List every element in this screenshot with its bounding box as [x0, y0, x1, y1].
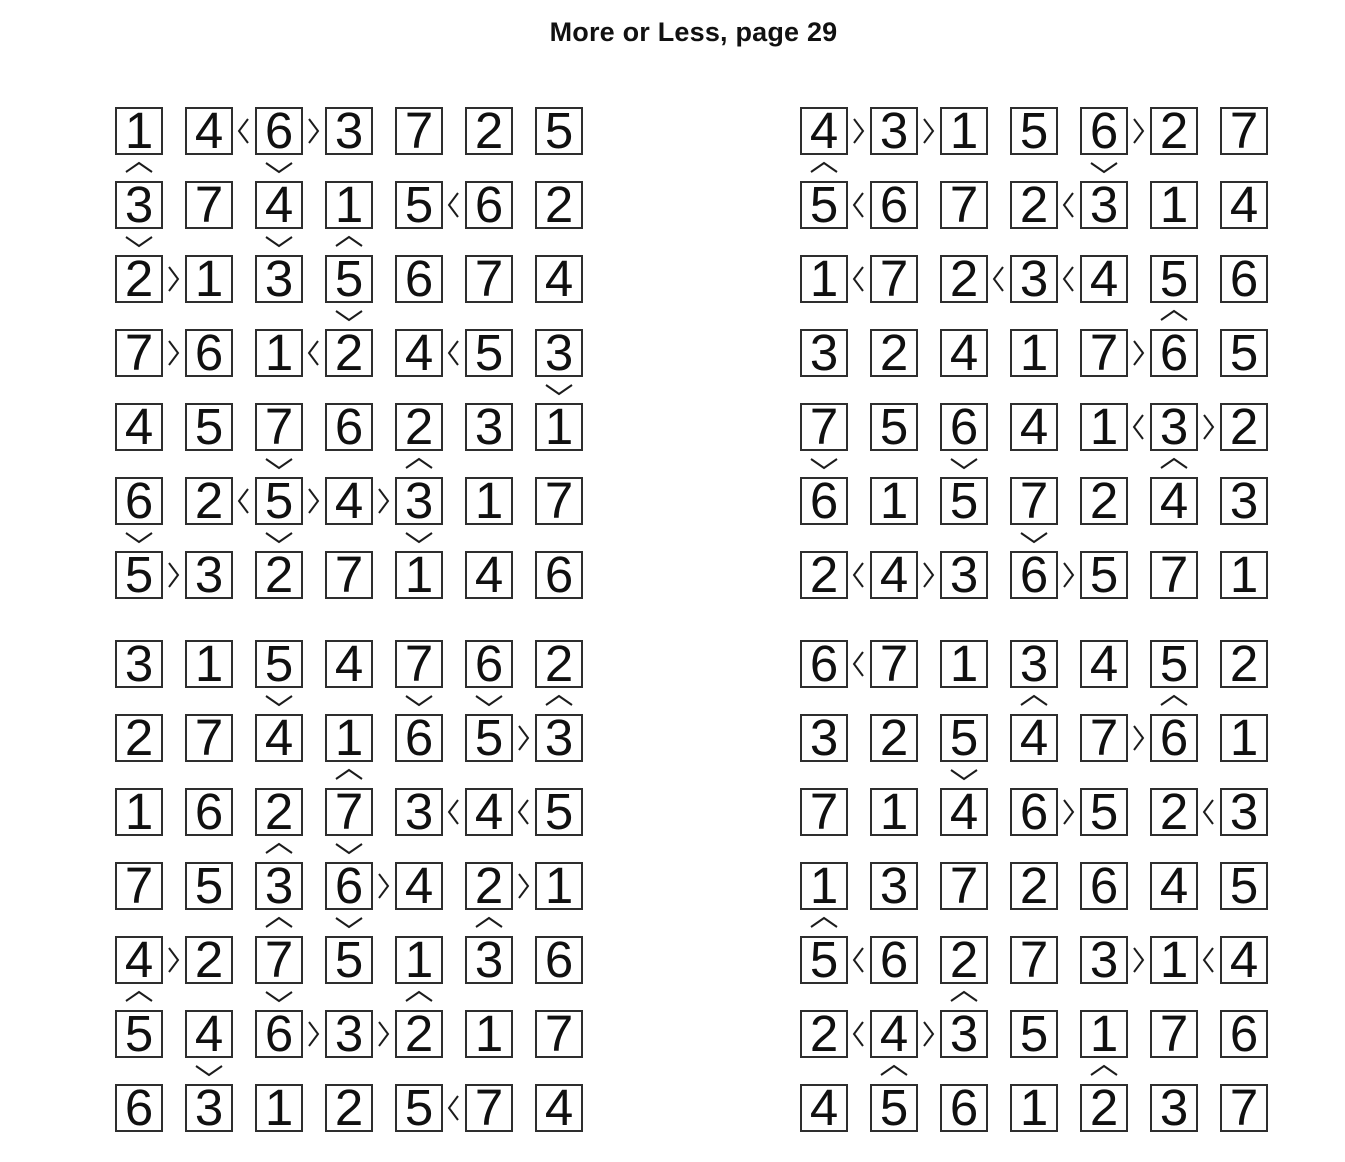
caret-up-icon	[809, 161, 839, 174]
less-than-icon	[1202, 946, 1215, 974]
greater-than-icon	[1132, 117, 1145, 145]
puzzle-cell: 6	[800, 640, 848, 688]
puzzle-cell: 3	[255, 862, 303, 910]
puzzle-cell: 5	[1220, 862, 1268, 910]
puzzle-cell: 3	[1150, 403, 1198, 451]
puzzle-cell: 5	[325, 255, 373, 303]
less-than-icon	[447, 798, 460, 826]
puzzle-cell: 1	[115, 788, 163, 836]
puzzle-cell: 6	[535, 551, 583, 599]
puzzle-cell: 3	[535, 329, 583, 377]
puzzle-cell: 1	[325, 714, 373, 762]
puzzle-cell: 2	[870, 714, 918, 762]
puzzle-cell: 4	[1220, 936, 1268, 984]
puzzle-cell: 4	[115, 936, 163, 984]
puzzle-cell: 6	[1220, 1010, 1268, 1058]
puzzle-cell: 6	[395, 714, 443, 762]
puzzle-cell: 4	[1080, 255, 1128, 303]
puzzle-cell: 1	[325, 181, 373, 229]
greater-than-icon	[852, 117, 865, 145]
puzzle-cell: 7	[940, 181, 988, 229]
puzzle-cell: 1	[1080, 1010, 1128, 1058]
page-title: More or Less, page 29	[549, 17, 838, 47]
puzzle-cell: 5	[255, 640, 303, 688]
puzzle-cell: 4	[535, 1084, 583, 1132]
caret-up-icon	[809, 916, 839, 929]
caret-up-icon	[264, 916, 294, 929]
puzzle-cell: 4	[535, 255, 583, 303]
puzzle-cell: 2	[870, 329, 918, 377]
puzzle-cell: 1	[395, 936, 443, 984]
greater-than-icon	[167, 561, 180, 589]
caret-down-icon	[1089, 161, 1119, 174]
puzzle-cell: 3	[395, 788, 443, 836]
puzzle-cell: 2	[255, 788, 303, 836]
puzzle-cell: 3	[395, 477, 443, 525]
greater-than-icon	[1132, 724, 1145, 752]
puzzle-cell: 2	[1220, 640, 1268, 688]
puzzle-cell: 6	[185, 329, 233, 377]
puzzle-cell: 1	[1150, 936, 1198, 984]
caret-up-icon	[404, 990, 434, 1003]
puzzle-cell: 7	[1220, 1084, 1268, 1132]
puzzle-cell: 6	[395, 255, 443, 303]
puzzle-cell: 5	[800, 936, 848, 984]
greater-than-icon	[167, 339, 180, 367]
puzzle-cell: 7	[465, 1084, 513, 1132]
puzzle-cell: 5	[465, 714, 513, 762]
caret-down-icon	[124, 235, 154, 248]
puzzle-cell: 5	[115, 551, 163, 599]
puzzle-cell: 7	[395, 107, 443, 155]
puzzle-cell: 4	[800, 107, 848, 155]
greater-than-icon	[922, 117, 935, 145]
caret-down-icon	[949, 457, 979, 470]
puzzle-cell: 2	[1150, 788, 1198, 836]
puzzle-cell: 5	[535, 107, 583, 155]
puzzle-cell: 4	[395, 862, 443, 910]
puzzle-cell: 4	[395, 329, 443, 377]
less-than-icon	[1062, 265, 1075, 293]
puzzle-cell: 5	[465, 329, 513, 377]
puzzle-cell: 2	[940, 255, 988, 303]
puzzle-cell: 2	[115, 255, 163, 303]
puzzle-cell: 5	[115, 1010, 163, 1058]
caret-down-icon	[124, 531, 154, 544]
greater-than-icon	[167, 946, 180, 974]
greater-than-icon	[922, 561, 935, 589]
puzzle-cell: 6	[940, 1084, 988, 1132]
puzzle-cell: 7	[395, 640, 443, 688]
greater-than-icon	[1202, 413, 1215, 441]
puzzle-cell: 1	[1150, 181, 1198, 229]
puzzle-cell: 7	[535, 477, 583, 525]
caret-up-icon	[264, 842, 294, 855]
puzzle-cell: 6	[115, 1084, 163, 1132]
caret-down-icon	[264, 457, 294, 470]
puzzle-cell: 2	[185, 477, 233, 525]
caret-down-icon	[404, 694, 434, 707]
puzzle-cell: 3	[1220, 788, 1268, 836]
puzzle-cell: 3	[1220, 477, 1268, 525]
puzzle-cell: 2	[325, 329, 373, 377]
puzzle-cell: 6	[115, 477, 163, 525]
puzzle-cell: 6	[255, 107, 303, 155]
less-than-icon	[447, 191, 460, 219]
puzzle-cell: 2	[115, 714, 163, 762]
less-than-icon	[852, 650, 865, 678]
greater-than-icon	[377, 487, 390, 515]
puzzle-cell: 7	[1080, 714, 1128, 762]
puzzle-cell: 7	[325, 551, 373, 599]
puzzle-cell: 4	[185, 107, 233, 155]
puzzle-cell: 3	[325, 107, 373, 155]
puzzle-cell: 6	[1220, 255, 1268, 303]
caret-down-icon	[474, 694, 504, 707]
puzzle-cell: 4	[325, 477, 373, 525]
greater-than-icon	[1132, 339, 1145, 367]
puzzle-cell: 4	[1220, 181, 1268, 229]
less-than-icon	[447, 339, 460, 367]
puzzle-cell: 5	[185, 862, 233, 910]
puzzle-cell: 7	[800, 403, 848, 451]
puzzle-grid-bottom-left	[115, 634, 583, 1136]
caret-up-icon	[1159, 694, 1189, 707]
puzzle-cell: 3	[535, 714, 583, 762]
puzzle-cell: 7	[185, 181, 233, 229]
puzzle-cell: 6	[535, 936, 583, 984]
puzzle-cell: 7	[255, 403, 303, 451]
puzzle-cell: 4	[1150, 862, 1198, 910]
less-than-icon	[237, 117, 250, 145]
puzzle-cell: 5	[325, 936, 373, 984]
puzzle-cell: 1	[1010, 329, 1058, 377]
puzzle-cell: 7	[325, 788, 373, 836]
puzzle-cell: 6	[870, 181, 918, 229]
less-than-icon	[1062, 191, 1075, 219]
puzzle-cell: 3	[1080, 181, 1128, 229]
puzzle-cell: 4	[1080, 640, 1128, 688]
puzzle-cell: 5	[1220, 329, 1268, 377]
caret-down-icon	[334, 842, 364, 855]
caret-down-icon	[544, 383, 574, 396]
puzzle-cell: 2	[535, 640, 583, 688]
puzzle-cell: 4	[870, 551, 918, 599]
puzzle-cell: 4	[115, 403, 163, 451]
puzzle-cell: 3	[465, 936, 513, 984]
puzzle-cell: 6	[325, 403, 373, 451]
puzzle-cell: 1	[800, 255, 848, 303]
puzzle-grid-top-right	[800, 101, 1268, 603]
greater-than-icon	[922, 1020, 935, 1048]
puzzle-cell: 7	[1150, 1010, 1198, 1058]
caret-down-icon	[334, 916, 364, 929]
puzzle-cell: 2	[800, 551, 848, 599]
puzzle-cell: 3	[185, 1084, 233, 1132]
puzzle-cell: 5	[185, 403, 233, 451]
greater-than-icon	[167, 265, 180, 293]
puzzle-cell: 2	[535, 181, 583, 229]
puzzle-cell: 3	[1150, 1084, 1198, 1132]
puzzle-cell: 7	[185, 714, 233, 762]
caret-down-icon	[264, 531, 294, 544]
less-than-icon	[852, 1020, 865, 1048]
less-than-icon	[852, 561, 865, 589]
caret-down-icon	[809, 457, 839, 470]
puzzle-grid-bottom-right	[800, 634, 1268, 1136]
puzzle-cell: 7	[1010, 477, 1058, 525]
puzzle-cell: 4	[800, 1084, 848, 1132]
caret-up-icon	[1019, 694, 1049, 707]
puzzle-cell: 2	[1080, 1084, 1128, 1132]
puzzle-cell: 5	[535, 788, 583, 836]
greater-than-icon	[517, 872, 530, 900]
less-than-icon	[1202, 798, 1215, 826]
caret-up-icon	[474, 916, 504, 929]
puzzle-cell: 5	[870, 1084, 918, 1132]
puzzle-cell: 4	[940, 329, 988, 377]
caret-up-icon	[1159, 309, 1189, 322]
puzzle-cell: 1	[535, 862, 583, 910]
puzzle-cell: 7	[115, 862, 163, 910]
puzzle-cell: 4	[325, 640, 373, 688]
puzzle-cell: 1	[535, 403, 583, 451]
puzzle-cell: 1	[940, 640, 988, 688]
puzzle-cell: 1	[1010, 1084, 1058, 1132]
puzzle-cell: 7	[465, 255, 513, 303]
caret-up-icon	[404, 457, 434, 470]
puzzle-cell: 1	[185, 255, 233, 303]
puzzle-cell: 6	[1150, 714, 1198, 762]
puzzle-cell: 7	[1150, 551, 1198, 599]
puzzle-cell: 1	[185, 640, 233, 688]
greater-than-icon	[307, 117, 320, 145]
puzzle-cell: 7	[870, 255, 918, 303]
puzzle-cell: 4	[870, 1010, 918, 1058]
puzzle-cell: 3	[185, 551, 233, 599]
puzzle-cell: 7	[535, 1010, 583, 1058]
less-than-icon	[237, 487, 250, 515]
puzzle-cell: 1	[465, 477, 513, 525]
caret-down-icon	[264, 235, 294, 248]
puzzle-cell: 1	[255, 329, 303, 377]
caret-down-icon	[264, 694, 294, 707]
puzzle-grid-top-left	[115, 101, 583, 603]
puzzle-cell: 2	[395, 1010, 443, 1058]
puzzle-cell: 7	[1220, 107, 1268, 155]
puzzle-cell: 2	[940, 936, 988, 984]
caret-up-icon	[334, 768, 364, 781]
puzzle-cell: 3	[940, 551, 988, 599]
puzzle-cell: 2	[800, 1010, 848, 1058]
less-than-icon	[852, 265, 865, 293]
puzzle-cell: 2	[1150, 107, 1198, 155]
puzzle-cell: 3	[1080, 936, 1128, 984]
puzzle-cell: 7	[255, 936, 303, 984]
puzzle-cell: 1	[1080, 403, 1128, 451]
puzzle-cell: 2	[465, 107, 513, 155]
puzzle-cell: 6	[1010, 788, 1058, 836]
greater-than-icon	[377, 1020, 390, 1048]
puzzle-cell: 5	[940, 477, 988, 525]
greater-than-icon	[517, 724, 530, 752]
puzzle-cell: 4	[255, 181, 303, 229]
puzzle-cell: 6	[465, 181, 513, 229]
puzzle-cell: 2	[185, 936, 233, 984]
puzzle-cell: 7	[940, 862, 988, 910]
caret-down-icon	[264, 161, 294, 174]
puzzle-cell: 5	[940, 714, 988, 762]
puzzle-cell: 6	[870, 936, 918, 984]
puzzle-cell: 4	[1150, 477, 1198, 525]
puzzle-cell: 2	[1220, 403, 1268, 451]
puzzle-cell: 1	[870, 788, 918, 836]
puzzle-cell: 3	[115, 640, 163, 688]
puzzle-cell: 4	[465, 788, 513, 836]
caret-down-icon	[1019, 531, 1049, 544]
puzzle-cell: 5	[1080, 788, 1128, 836]
puzzle-cell: 2	[1080, 477, 1128, 525]
puzzle-cell: 3	[255, 255, 303, 303]
puzzle-cell: 6	[1080, 107, 1128, 155]
puzzle-cell: 2	[325, 1084, 373, 1132]
puzzle-cell: 2	[1010, 181, 1058, 229]
less-than-icon	[447, 1094, 460, 1122]
puzzle-cell: 1	[255, 1084, 303, 1132]
puzzle-cell: 7	[1010, 936, 1058, 984]
puzzle-cell: 5	[1150, 640, 1198, 688]
puzzle-cell: 4	[185, 1010, 233, 1058]
puzzle-cell: 6	[800, 477, 848, 525]
puzzle-cell: 2	[1010, 862, 1058, 910]
caret-up-icon	[124, 990, 154, 1003]
less-than-icon	[517, 798, 530, 826]
less-than-icon	[852, 191, 865, 219]
caret-up-icon	[544, 694, 574, 707]
caret-up-icon	[1159, 457, 1189, 470]
puzzle-cell: 3	[800, 329, 848, 377]
puzzle-cell: 6	[1080, 862, 1128, 910]
caret-up-icon	[334, 235, 364, 248]
greater-than-icon	[307, 487, 320, 515]
greater-than-icon	[307, 1020, 320, 1048]
puzzle-cell: 1	[800, 862, 848, 910]
greater-than-icon	[1132, 946, 1145, 974]
puzzle-cell: 4	[465, 551, 513, 599]
caret-down-icon	[334, 309, 364, 322]
caret-up-icon	[1089, 1064, 1119, 1077]
puzzle-cell: 1	[395, 551, 443, 599]
puzzle-cell: 4	[1010, 714, 1058, 762]
puzzle-cell: 6	[325, 862, 373, 910]
puzzle-cell: 5	[395, 181, 443, 229]
puzzle-cell: 7	[1080, 329, 1128, 377]
puzzle-cell: 3	[870, 862, 918, 910]
puzzle-cell: 5	[1080, 551, 1128, 599]
puzzle-cell: 5	[1150, 255, 1198, 303]
puzzle-cell: 6	[185, 788, 233, 836]
less-than-icon	[992, 265, 1005, 293]
puzzle-cell: 1	[1220, 714, 1268, 762]
puzzle-cell: 7	[800, 788, 848, 836]
puzzle-cell: 5	[1010, 107, 1058, 155]
caret-up-icon	[124, 161, 154, 174]
puzzle-cell: 6	[1010, 551, 1058, 599]
greater-than-icon	[1062, 798, 1075, 826]
puzzle-cell: 2	[395, 403, 443, 451]
less-than-icon	[1132, 413, 1145, 441]
caret-down-icon	[404, 531, 434, 544]
puzzle-cell: 4	[940, 788, 988, 836]
puzzle-cell: 3	[870, 107, 918, 155]
puzzle-cell: 3	[800, 714, 848, 762]
greater-than-icon	[1062, 561, 1075, 589]
puzzle-cell: 3	[1010, 255, 1058, 303]
puzzle-cell: 5	[800, 181, 848, 229]
puzzle-cell: 3	[325, 1010, 373, 1058]
puzzle-cell: 6	[940, 403, 988, 451]
puzzle-cell: 1	[940, 107, 988, 155]
puzzle-cell: 3	[465, 403, 513, 451]
greater-than-icon	[377, 872, 390, 900]
puzzle-cell: 5	[1010, 1010, 1058, 1058]
puzzle-cell: 6	[465, 640, 513, 688]
puzzle-cell: 4	[255, 714, 303, 762]
puzzle-cell: 5	[395, 1084, 443, 1132]
puzzle-cell: 6	[1150, 329, 1198, 377]
puzzle-cell: 5	[255, 477, 303, 525]
puzzle-cell: 7	[115, 329, 163, 377]
caret-down-icon	[194, 1064, 224, 1077]
caret-up-icon	[879, 1064, 909, 1077]
puzzle-cell: 3	[115, 181, 163, 229]
puzzle-cell: 6	[255, 1010, 303, 1058]
puzzle-cell: 1	[870, 477, 918, 525]
puzzle-cell: 2	[465, 862, 513, 910]
caret-up-icon	[949, 990, 979, 1003]
puzzle-cell: 1	[1220, 551, 1268, 599]
puzzle-cell: 1	[115, 107, 163, 155]
puzzle-cell: 1	[465, 1010, 513, 1058]
puzzle-cell: 3	[940, 1010, 988, 1058]
puzzle-cell: 3	[1010, 640, 1058, 688]
puzzle-cell: 5	[870, 403, 918, 451]
less-than-icon	[852, 946, 865, 974]
puzzle-cell: 7	[870, 640, 918, 688]
puzzle-cell: 4	[1010, 403, 1058, 451]
less-than-icon	[307, 339, 320, 367]
caret-down-icon	[949, 768, 979, 781]
puzzle-cell: 2	[255, 551, 303, 599]
caret-down-icon	[264, 990, 294, 1003]
